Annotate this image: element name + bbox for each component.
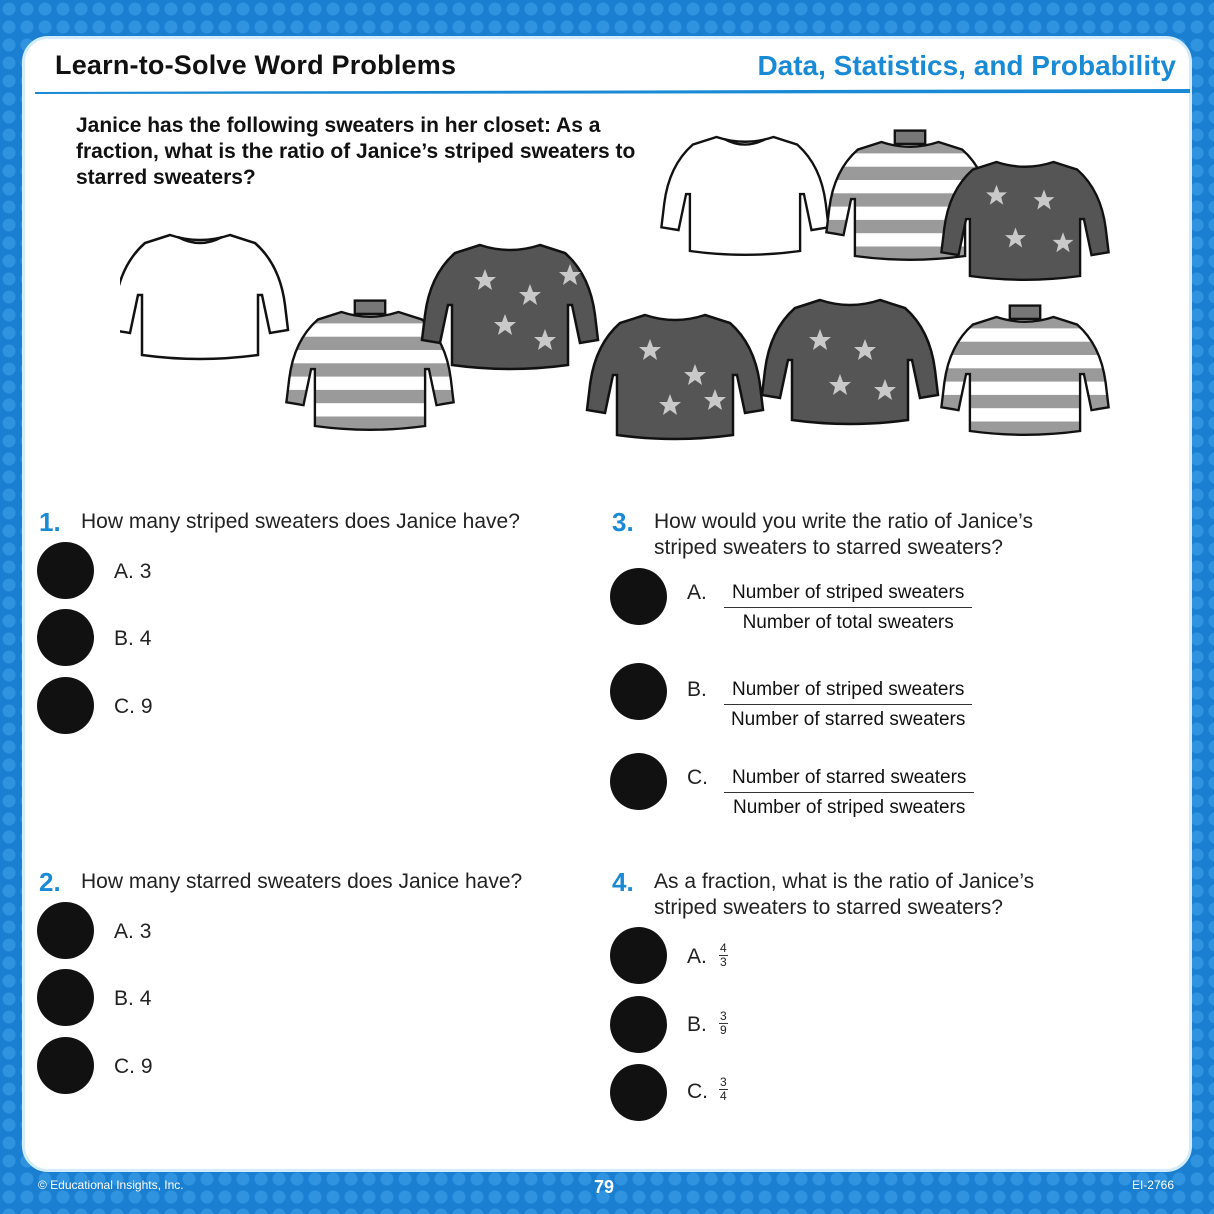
- option-1c: C. 9: [114, 695, 153, 718]
- option-2c: C. 9: [114, 1055, 153, 1078]
- option-2a: A. 3: [114, 920, 152, 943]
- option-3b-fraction: Number of striped sweaters Number of starred sweaters: [724, 679, 972, 731]
- answer-bubble-1c[interactable]: [37, 677, 94, 734]
- answer-bubble-4c[interactable]: [610, 1064, 667, 1121]
- answer-bubble-1a[interactable]: [37, 542, 94, 599]
- question-text: How many starred sweaters does Janice have?: [81, 870, 523, 893]
- option-4a-letter: A.: [687, 945, 707, 968]
- header-rule: [35, 88, 1190, 94]
- answer-bubble-4b[interactable]: [610, 996, 667, 1053]
- option-3b-letter: B.: [687, 678, 707, 701]
- worksheet-title: Learn-to-Solve Word Problems: [55, 50, 457, 80]
- question-number: 2.: [39, 867, 61, 897]
- question-text: As a fraction, what is the ratio of Janice’s striped sweaters to starred sweaters?: [654, 870, 1035, 919]
- answer-bubble-2c[interactable]: [37, 1037, 94, 1094]
- option-4b-fraction: $\frac{3}{9}$: [720, 1009, 727, 1037]
- option-4c-letter: C.: [687, 1080, 708, 1103]
- answer-bubble-3b[interactable]: [610, 663, 667, 720]
- answer-bubble-1b[interactable]: [37, 609, 94, 666]
- option-1b: B. 4: [114, 627, 152, 650]
- answer-bubble-3c[interactable]: [610, 753, 667, 810]
- sweater-plain-1: [120, 235, 288, 359]
- copyright-text: © Educational Insights, Inc.: [38, 1178, 184, 1192]
- page-number: 79: [594, 1177, 615, 1197]
- option-3c-fraction: Number of starred sweaters Number of striped sweaters: [724, 767, 974, 819]
- option-3c-letter: C.: [687, 766, 708, 789]
- option-1a: A. 3: [114, 560, 152, 583]
- intro-text: Janice has the following sweaters in her closet: As a fraction, what is the ratio of Janice’s striped sweaters to starred sweaters?: [76, 114, 636, 189]
- sweater-starred-1: [422, 245, 598, 369]
- answer-bubble-2a[interactable]: [37, 902, 94, 959]
- option-4b-letter: B.: [687, 1013, 707, 1036]
- question-number: 3.: [612, 507, 634, 537]
- answer-bubble-2b[interactable]: [37, 969, 94, 1026]
- section-title: Data, Statistics, and Probability: [757, 50, 1176, 81]
- product-code: EI-2766: [1131, 1178, 1174, 1192]
- option-2b: B. 4: [114, 987, 152, 1010]
- sweater-plain-2: [661, 137, 828, 255]
- answer-bubble-3a[interactable]: [610, 568, 667, 625]
- question-text: How many striped sweaters does Janice have?: [81, 510, 520, 533]
- sweater-striped-2: [941, 306, 1108, 435]
- sweater-starred-3: [762, 300, 938, 424]
- answer-bubble-4a[interactable]: [610, 927, 667, 984]
- sweater-starred-2: [587, 315, 763, 439]
- option-4a-fraction: $\frac{4}{3}$: [720, 941, 727, 969]
- option-4c-fraction: $\frac{3}{4}$: [720, 1075, 727, 1103]
- question-number: 1.: [39, 507, 61, 537]
- question-text: How would you write the ratio of Janice’s striped sweaters to starred sweaters?: [654, 510, 1033, 559]
- question-number: 4.: [612, 867, 634, 897]
- sweaters-illustration: [120, 100, 1120, 460]
- option-3a-letter: A.: [687, 581, 707, 604]
- sweater-starred-4: [941, 162, 1108, 280]
- option-3a-fraction: Number of striped sweaters Number of total sweaters: [724, 582, 972, 634]
